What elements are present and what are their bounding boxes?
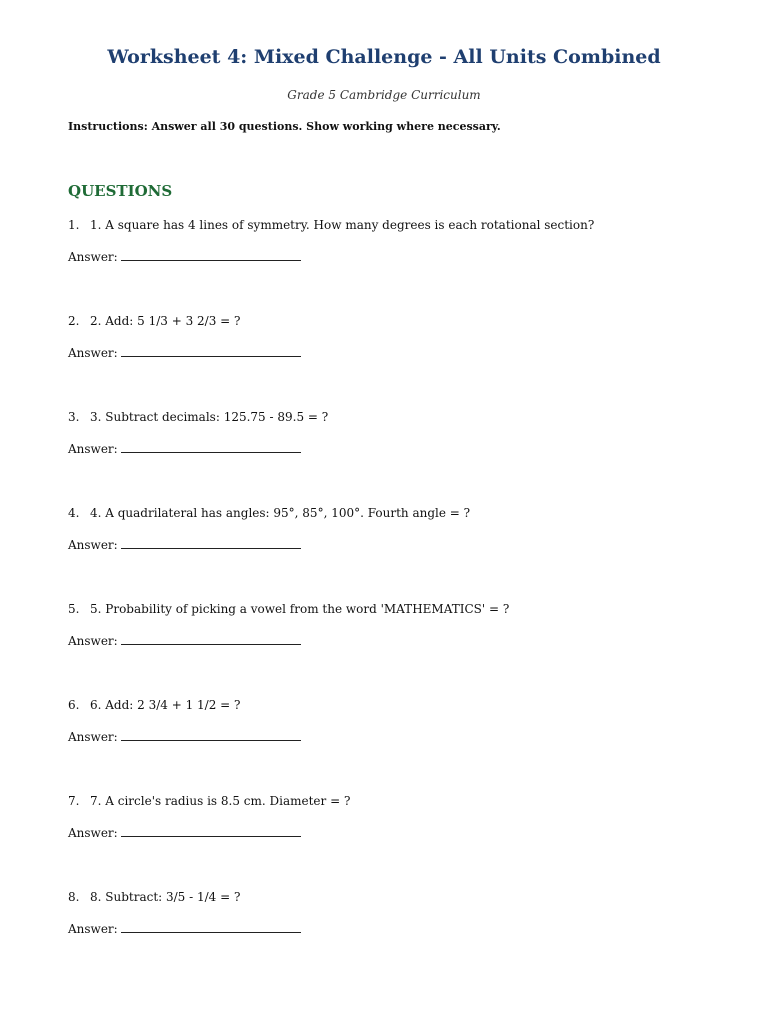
question-text: 7. A circle's radius is 8.5 cm. Diameter = ?	[90, 794, 351, 808]
answer-blank-line[interactable]	[121, 634, 301, 645]
question-item	[68, 314, 708, 410]
question-number: 2.	[68, 314, 80, 328]
answer-label: Answer:	[68, 250, 118, 264]
answer-blank-line[interactable]	[121, 826, 301, 837]
answer-label: Answer:	[68, 346, 118, 360]
worksheet-subtitle: Grade 5 Cambridge Curriculum	[287, 88, 481, 102]
answer-label: Answer:	[68, 634, 118, 648]
question-text-line	[68, 506, 470, 520]
answer-row	[68, 634, 301, 648]
answer-blank-line[interactable]	[121, 730, 301, 741]
answer-label: Answer:	[68, 922, 118, 936]
answer-row	[68, 250, 301, 264]
question-text-line	[68, 602, 509, 616]
question-number: 8.	[68, 890, 80, 904]
answer-row	[68, 538, 301, 552]
answer-row	[68, 442, 301, 456]
question-text: 5. Probability of picking a vowel from the word 'MATHEMATICS' = ?	[90, 602, 510, 616]
questions-list	[68, 218, 708, 986]
answer-label: Answer:	[68, 826, 118, 840]
question-number: 1.	[68, 218, 80, 232]
answer-blank-line[interactable]	[121, 538, 301, 549]
question-item	[68, 794, 708, 890]
answer-row	[68, 730, 301, 744]
question-text-line	[68, 218, 594, 232]
question-text: 4. A quadrilateral has angles: 95°, 85°, 100°. Fourth angle = ?	[90, 506, 471, 520]
answer-row	[68, 826, 301, 840]
question-number: 4.	[68, 506, 80, 520]
question-item	[68, 506, 708, 602]
answer-row	[68, 346, 301, 360]
question-text: 1. A square has 4 lines of symmetry. How many degrees is each rotational section?	[90, 218, 595, 232]
answer-row	[68, 922, 301, 936]
question-item	[68, 602, 708, 698]
question-text: 6. Add: 2 3/4 + 1 1/2 = ?	[90, 698, 241, 712]
question-text-line	[68, 794, 350, 808]
question-text: 3. Subtract decimals: 125.75 - 89.5 = ?	[90, 410, 329, 424]
question-text: 2. Add: 5 1/3 + 3 2/3 = ?	[90, 314, 241, 328]
worksheet-title: Worksheet 4: Mixed Challenge - All Units Combined	[107, 46, 661, 68]
question-number: 7.	[68, 794, 80, 808]
question-item	[68, 218, 708, 314]
question-number: 5.	[68, 602, 80, 616]
question-item	[68, 698, 708, 794]
answer-label: Answer:	[68, 538, 118, 552]
question-item	[68, 890, 708, 986]
section-heading-questions: QUESTIONS	[68, 182, 173, 200]
question-text-line	[68, 890, 240, 904]
answer-blank-line[interactable]	[121, 346, 301, 357]
question-number: 3.	[68, 410, 80, 424]
instructions-text: Instructions: Answer all 30 questions. Show working where necessary.	[68, 120, 501, 133]
answer-blank-line[interactable]	[121, 250, 301, 261]
question-text-line	[68, 314, 240, 328]
answer-blank-line[interactable]	[121, 442, 301, 453]
question-number: 6.	[68, 698, 80, 712]
question-item	[68, 410, 708, 506]
question-text-line	[68, 410, 328, 424]
answer-blank-line[interactable]	[121, 922, 301, 933]
question-text: 8. Subtract: 3/5 - 1/4 = ?	[90, 890, 241, 904]
answer-label: Answer:	[68, 442, 118, 456]
question-text-line	[68, 698, 240, 712]
answer-label: Answer:	[68, 730, 118, 744]
